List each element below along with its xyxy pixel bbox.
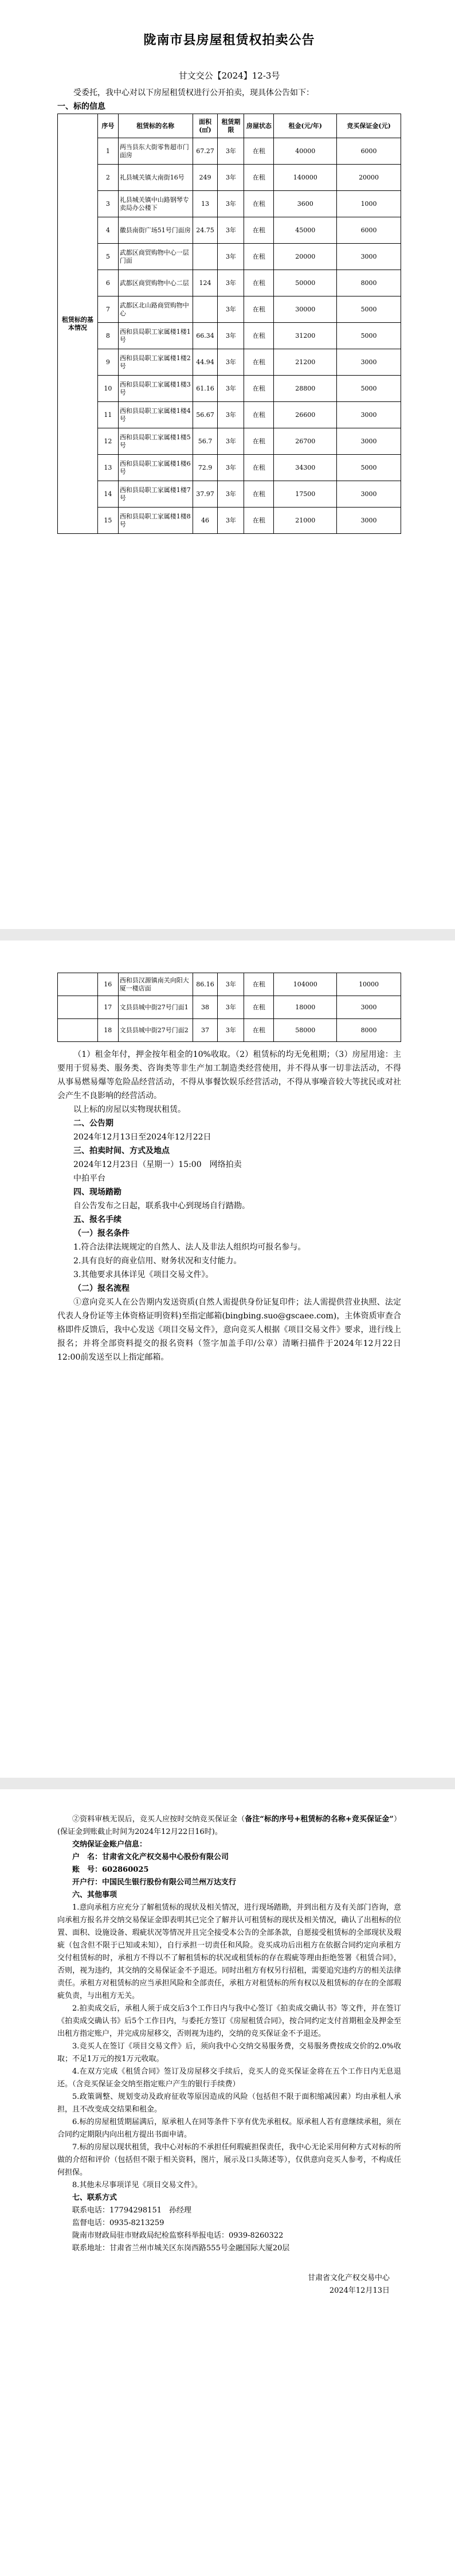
cell-area: 249 xyxy=(193,165,218,191)
table-group-cell xyxy=(58,996,98,1019)
cell-area: 44.94 xyxy=(193,349,218,376)
cell-name: 西和县汉源镇南关向阳大厦一楼店面 xyxy=(118,973,193,996)
cell-deposit: 3000 xyxy=(337,508,401,534)
cell-name: 西和县局职工家属楼1楼4号 xyxy=(118,402,193,428)
document-number: 甘文交公【2024】12-3号 xyxy=(178,71,280,81)
cell-seq: 11 xyxy=(97,402,118,428)
page-1-content xyxy=(57,33,401,534)
cell-term: 3年 xyxy=(218,455,244,481)
cell-term: 3年 xyxy=(218,244,244,270)
cell-term: 3年 xyxy=(218,973,244,996)
cell-rent: 26600 xyxy=(274,402,337,428)
cell-seq: 4 xyxy=(97,217,118,244)
table-row xyxy=(58,217,401,244)
cell-status: 在租 xyxy=(244,349,274,376)
table-row xyxy=(58,402,401,428)
cell-term: 3年 xyxy=(218,1019,244,1042)
cell-seq: 13 xyxy=(97,455,118,481)
cell-rent: 140000 xyxy=(274,165,337,191)
cell-term: 3年 xyxy=(218,217,244,244)
cell-rent: 45000 xyxy=(274,217,337,244)
cell-seq: 17 xyxy=(97,996,118,1019)
registration-flow-2 xyxy=(57,1813,401,1839)
condition-1: 1.符合法律法规规定的自然人、法人及非法人组织均可报名参与。 xyxy=(73,1243,306,1252)
cell-term: 3年 xyxy=(218,402,244,428)
cell-term: 3年 xyxy=(218,191,244,217)
discipline-phone: 陇南市财政局驻市财政局纪检监察科举报电话：0939-8260322 xyxy=(72,2231,284,2240)
cell-status: 在租 xyxy=(244,138,274,165)
cell-name: 武都区商贸购物中心一层门面 xyxy=(118,244,193,270)
cell-name: 礼县城关镇中山路钢琴专卖局办公楼下 xyxy=(118,191,193,217)
cell-deposit: 5000 xyxy=(337,296,401,323)
contact-phone: 联系电话：17794298151 孙经理 xyxy=(72,2206,191,2215)
cell-rent: 21200 xyxy=(274,349,337,376)
table-row xyxy=(58,996,401,1019)
auction-time: 2024年12月23日（星期一）15:00 网络拍卖 xyxy=(73,1160,242,1169)
cell-status: 在租 xyxy=(244,217,274,244)
other-item-1: 1.意向承租方应充分了解租赁标的现状及相关情况，进行现场踏勘，并到出租方及有关部门咨询，意向承租方报名并交纳交易保证金即表明其已完全了解并认可租赁标的现状及相关情况，确认了出租标的位置、面积、设施设备、瑕疵状况等情况并且完全接受本公告的全部条款，自愿接受租赁标的全部现状及瑕疵（包含但不限于已知或未知），自行承担一切责任和风险。竞买成功后出租方在依据合同约定向承租方交付租赁标的时，承租方不得以不了解租赁标的状况或租赁标的存在瑕疵等理由拒绝签署《租赁合同》，否则，视为违约，其交纳的交易保证金不予退还。同时出租方有权另行招租，需要追究违约方的相关法律责任。承租方对租赁标的应当承担风险和全部责任，承租方对租赁标的所有权以及租赁标的存在的全部瑕疵负责，与出租方无关。 xyxy=(57,1903,401,2000)
cell-rent: 34300 xyxy=(274,455,337,481)
header-deposit: 竞买保证金(元) xyxy=(337,114,401,138)
table-row xyxy=(58,376,401,402)
cell-seq: 6 xyxy=(97,270,118,296)
table-row xyxy=(58,973,401,996)
cell-name: 西和县局职工家属楼1楼3号 xyxy=(118,376,193,402)
table-row xyxy=(58,349,401,376)
cell-area xyxy=(193,244,218,270)
flow-2-bold-note: 备注“标的序号+租赁标的名称+竞买保证金” xyxy=(245,1815,394,1824)
table-row xyxy=(58,455,401,481)
table-row xyxy=(58,244,401,270)
cell-area: 46 xyxy=(193,508,218,534)
announcement-title: 陇南市县房屋租赁权拍卖公告 xyxy=(143,33,315,48)
signature-date: 2024年12月13日 xyxy=(329,2286,390,2295)
cell-deposit: 3000 xyxy=(337,244,401,270)
header-name: 租赁标的名称 xyxy=(118,114,193,138)
cell-rent: 26700 xyxy=(274,428,337,455)
cell-status: 在租 xyxy=(244,296,274,323)
cell-seq: 7 xyxy=(97,296,118,323)
cell-term: 3年 xyxy=(218,296,244,323)
cell-status: 在租 xyxy=(244,376,274,402)
signature-organization: 甘肃省文化产权交易中心 xyxy=(307,2274,390,2282)
cell-rent: 40000 xyxy=(274,138,337,165)
cell-rent: 21000 xyxy=(274,508,337,534)
cell-area: 66.34 xyxy=(193,323,218,349)
cell-name: 徽县南街广场51号门面房 xyxy=(118,217,193,244)
flow-2-text: ②资料审核无误后，竞买人应按时交纳竞买保证金（ xyxy=(72,1815,245,1824)
cell-seq: 16 xyxy=(97,973,118,996)
cell-deposit: 3000 xyxy=(337,349,401,376)
cell-area: 86.16 xyxy=(193,973,218,996)
cell-deposit: 5000 xyxy=(337,455,401,481)
cell-rent: 58000 xyxy=(274,1019,337,1042)
cell-term: 3年 xyxy=(218,508,244,534)
cell-status: 在租 xyxy=(244,508,274,534)
other-item-8: 8.其他未尽事项详见《项目交易文件》。 xyxy=(72,2181,202,2189)
cell-area: 124 xyxy=(193,270,218,296)
account-bank: 开户行：中国民生银行股份有限公司兰州万达支行 xyxy=(72,1878,237,1887)
table-row xyxy=(58,1019,401,1042)
table-row xyxy=(58,508,401,534)
intro-paragraph: 受委托，我中心对以下房屋租赁权进行公开拍卖，现具体公告如下： xyxy=(73,88,314,97)
cell-status: 在租 xyxy=(244,191,274,217)
cell-rent: 3600 xyxy=(274,191,337,217)
cell-status: 在租 xyxy=(244,402,274,428)
lease-table-body xyxy=(58,114,401,534)
cell-rent: 18000 xyxy=(274,996,337,1019)
cell-deposit: 3000 xyxy=(337,996,401,1019)
cell-status: 在租 xyxy=(244,996,274,1019)
section-5-heading: 五、报名手续 xyxy=(73,1215,121,1224)
cell-term: 3年 xyxy=(218,996,244,1019)
announcement-period: 2024年12月13日至2024年12月22日 xyxy=(73,1133,211,1142)
cell-deposit: 1000 xyxy=(337,191,401,217)
cell-seq: 5 xyxy=(97,244,118,270)
flow-2-end: ）(保证金到账截止时间为2024年12月22日16时)。 xyxy=(57,1815,401,1836)
lease-table xyxy=(57,114,401,534)
cell-rent: 28800 xyxy=(274,376,337,402)
page-3-content xyxy=(57,1813,401,2297)
cell-deposit: 5000 xyxy=(337,376,401,402)
cell-term: 3年 xyxy=(218,481,244,508)
other-item-4: 4.在双方完成《租赁合同》签订及房屋移交手续后，竞买人的竞买保证金将在五个工作日内无息退还。（含竞买保证金交纳至指定账户产生的银行手续费） xyxy=(57,2067,401,2089)
cell-area: 61.16 xyxy=(193,376,218,402)
cell-deposit: 5000 xyxy=(337,323,401,349)
page-1 xyxy=(0,0,455,929)
cell-rent: 20000 xyxy=(274,244,337,270)
cell-name: 西和县局职工家属楼1楼1号 xyxy=(118,323,193,349)
account-heading: 交纳保证金账户信息： xyxy=(72,1840,147,1849)
cell-area: 13 xyxy=(193,191,218,217)
table-row xyxy=(58,428,401,455)
contact-address: 联系地址：甘肃省兰州市城关区东岗西路555号金融国际大厦20层 xyxy=(72,2244,290,2253)
cell-seq: 15 xyxy=(97,508,118,534)
cell-name: 武都区商贸购物中心二层 xyxy=(118,270,193,296)
section-1-heading: 一、标的信息 xyxy=(57,102,105,111)
supervision-phone: 监督电话：0935-8213259 xyxy=(72,2219,164,2227)
table-row xyxy=(58,138,401,165)
cell-seq: 14 xyxy=(97,481,118,508)
cell-area: 24.75 xyxy=(193,217,218,244)
section-4-heading: 四、现场踏勘 xyxy=(73,1188,121,1197)
table-row xyxy=(58,323,401,349)
cell-status: 在租 xyxy=(244,323,274,349)
cell-rent: 31200 xyxy=(274,323,337,349)
cell-term: 3年 xyxy=(218,165,244,191)
cell-seq: 9 xyxy=(97,349,118,376)
cell-status: 在租 xyxy=(244,455,274,481)
section-2-heading: 二、公告期 xyxy=(73,1119,113,1128)
cell-rent: 104000 xyxy=(274,973,337,996)
cell-deposit: 3000 xyxy=(337,402,401,428)
registration-flow-heading: （二）报名流程 xyxy=(73,1284,130,1293)
section-6-heading: 六、其他事项 xyxy=(72,1891,117,1899)
cell-term: 3年 xyxy=(218,270,244,296)
registration-conditions-heading: （一）报名条件 xyxy=(73,1229,130,1238)
page-separator-2 xyxy=(0,1778,455,1789)
other-item-7: 7.标的房屋以现状租赁，我中心对标的不承担任何瑕疵担保责任，我中心无论采用何种方式对标的所做的介绍和评价（包括但不限于相关资料，图片，展示及口头陈述等），仅供意向竞买人参考，不构成任何担保。 xyxy=(57,2143,401,2177)
table-group-cell xyxy=(58,973,98,996)
cell-rent: 30000 xyxy=(274,296,337,323)
header-term: 租赁期限 xyxy=(218,114,244,138)
terms-note: 以上标的房屋以实物现状租赁。 xyxy=(73,1105,186,1114)
header-seq: 序号 xyxy=(97,114,118,138)
cell-term: 3年 xyxy=(218,323,244,349)
table-group-cell xyxy=(58,1019,98,1042)
terms-paragraph: （1）租金年付，押金按年租金的10%收取。（2）租赁标的均无免租期；（3）房屋用途：主要用于贸易类、服务类、咨询类等非生产加工制造类经营使用，并不得从事一切非法活动，不得从事易燃易爆等危险品经营活动，不得从事餐饮娱乐经营活动，不得从事噪音较大等扰民或对社会产生不良影响的经营活动。 xyxy=(57,1050,401,1100)
table-row xyxy=(58,165,401,191)
other-item-6: 6.标的房屋租赁期届满后，原承租人在同等条件下享有优先承租权。原承租人若有意继续承租，须在合同约定期限内向出租方提出书面申请。 xyxy=(57,2118,401,2139)
condition-2: 2.具有良好的商业信用、财务状况和支付能力。 xyxy=(73,1256,242,1266)
cell-seq: 12 xyxy=(97,428,118,455)
cell-seq: 1 xyxy=(97,138,118,165)
cell-status: 在租 xyxy=(244,270,274,296)
cell-name: 西和县局职工家属楼1楼2号 xyxy=(118,349,193,376)
cell-deposit: 20000 xyxy=(337,165,401,191)
lease-table-body-continued xyxy=(58,973,401,1042)
other-item-5: 5.政策调整、规划变动及政府征收等原因造成的风险（包括但不限于面积缩减因素）均由承租人承担，且不改变成交结果和租金。 xyxy=(57,2093,401,2114)
header-area: 面积(㎡) xyxy=(193,114,218,138)
cell-status: 在租 xyxy=(244,428,274,455)
page-2-content xyxy=(57,973,401,1364)
page-3 xyxy=(0,1789,455,2576)
cell-deposit: 3000 xyxy=(337,428,401,455)
cell-area: 37 xyxy=(193,1019,218,1042)
cell-term: 3年 xyxy=(218,138,244,165)
cell-status: 在租 xyxy=(244,481,274,508)
cell-name: 文县县城中街27号门面2 xyxy=(118,1019,193,1042)
page-separator-1 xyxy=(0,929,455,940)
cell-area xyxy=(193,296,218,323)
cell-deposit: 6000 xyxy=(337,217,401,244)
table-header-row xyxy=(58,114,401,138)
cell-area: 38 xyxy=(193,996,218,1019)
cell-seq: 2 xyxy=(97,165,118,191)
cell-deposit: 3000 xyxy=(337,481,401,508)
cell-area: 56.7 xyxy=(193,428,218,455)
account-name: 户 名：甘肃省文化产权交易中心股份有限公司 xyxy=(72,1853,229,1861)
cell-name: 两当县东大街零售超市门面房 xyxy=(118,138,193,165)
cell-name: 西和县局职工家属楼1楼8号 xyxy=(118,508,193,534)
cell-deposit: 8000 xyxy=(337,270,401,296)
cell-status: 在租 xyxy=(244,244,274,270)
cell-term: 3年 xyxy=(218,376,244,402)
table-row xyxy=(58,191,401,217)
cell-seq: 10 xyxy=(97,376,118,402)
cell-deposit: 6000 xyxy=(337,138,401,165)
cell-area: 72.9 xyxy=(193,455,218,481)
cell-seq: 8 xyxy=(97,323,118,349)
cell-term: 3年 xyxy=(218,428,244,455)
cell-name: 礼县城关镇大南街16号 xyxy=(118,165,193,191)
cell-status: 在租 xyxy=(244,1019,274,1042)
cell-status: 在租 xyxy=(244,165,274,191)
header-rent: 租金(元/年) xyxy=(274,114,337,138)
registration-flow-1: ①意向竞买人在公告期内发送资质(自然人需提供身份证复印件；法人需提供营业执照、法定代表人身份证等主体资格证明资料)至指定邮箱(bingbing.suo@gscaee.com)，主体资质审查合格即件反馈后，我中心发送《项目交易文件》，意向竞买人根据《项目交易文件》要求，进行线上报名；并将全部资料提交的报名资料（签字加盖手印/公章）清晰扫描件于2024年12月22日12:00前发送至以上指定邮箱。 xyxy=(57,1298,401,1362)
site-visit-text: 自公告发布之日起，联系我中心到现场自行踏勘。 xyxy=(73,1201,250,1211)
cell-name: 文县县城中街27号门面1 xyxy=(118,996,193,1019)
header-status: 房屋状态 xyxy=(244,114,274,138)
condition-3: 3.其他要求具体详见《项目交易文件》。 xyxy=(73,1270,214,1279)
account-number: 账 号：602860025 xyxy=(72,1865,149,1874)
cell-term: 3年 xyxy=(218,349,244,376)
section-7-heading: 七、联系方式 xyxy=(72,2193,117,2202)
table-row xyxy=(58,270,401,296)
cell-name: 西和县局职工家属楼1楼6号 xyxy=(118,455,193,481)
cell-area: 37.97 xyxy=(193,481,218,508)
table-row xyxy=(58,296,401,323)
cell-rent: 50000 xyxy=(274,270,337,296)
auction-place: 中拍平台 xyxy=(73,1174,105,1183)
cell-deposit: 8000 xyxy=(337,1019,401,1042)
cell-name: 西和县局职工家属楼1楼5号 xyxy=(118,428,193,455)
other-item-3: 3.竞买人在签订《项目交易文件》后，须向我中心交纳交易服务费，交易服务费按成交价的2.0%收取；不足1万元的按1万元收取。 xyxy=(57,2042,401,2063)
cell-area: 67.27 xyxy=(193,138,218,165)
table-row xyxy=(58,481,401,508)
page-2 xyxy=(0,940,455,1778)
cell-status: 在租 xyxy=(244,973,274,996)
lease-table-continued xyxy=(57,973,401,1042)
other-item-2: 2.拍卖成交后，承租人须于成交后3个工作日内与我中心签订《拍卖成交确认书》等文件，并在签订《拍卖成交确认书》后5个工作日内，与委托方签订《房屋租赁合同》，按合同约定支付首期租金及押金至出租方指定账户，并完成房屋移交，否则视为违约，交纳的竞买保证金不予退还。 xyxy=(57,2004,401,2038)
section-3-heading: 三、拍卖时间、方式及地点 xyxy=(73,1146,170,1156)
cell-area: 56.67 xyxy=(193,402,218,428)
cell-rent: 17500 xyxy=(274,481,337,508)
table-group-label: 租赁标的基本情况 xyxy=(58,114,98,534)
cell-name: 西和县局职工家属楼1楼7号 xyxy=(118,481,193,508)
cell-seq: 3 xyxy=(97,191,118,217)
cell-name: 武都区北山路商贸购物中心 xyxy=(118,296,193,323)
cell-seq: 18 xyxy=(97,1019,118,1042)
cell-deposit: 10000 xyxy=(337,973,401,996)
